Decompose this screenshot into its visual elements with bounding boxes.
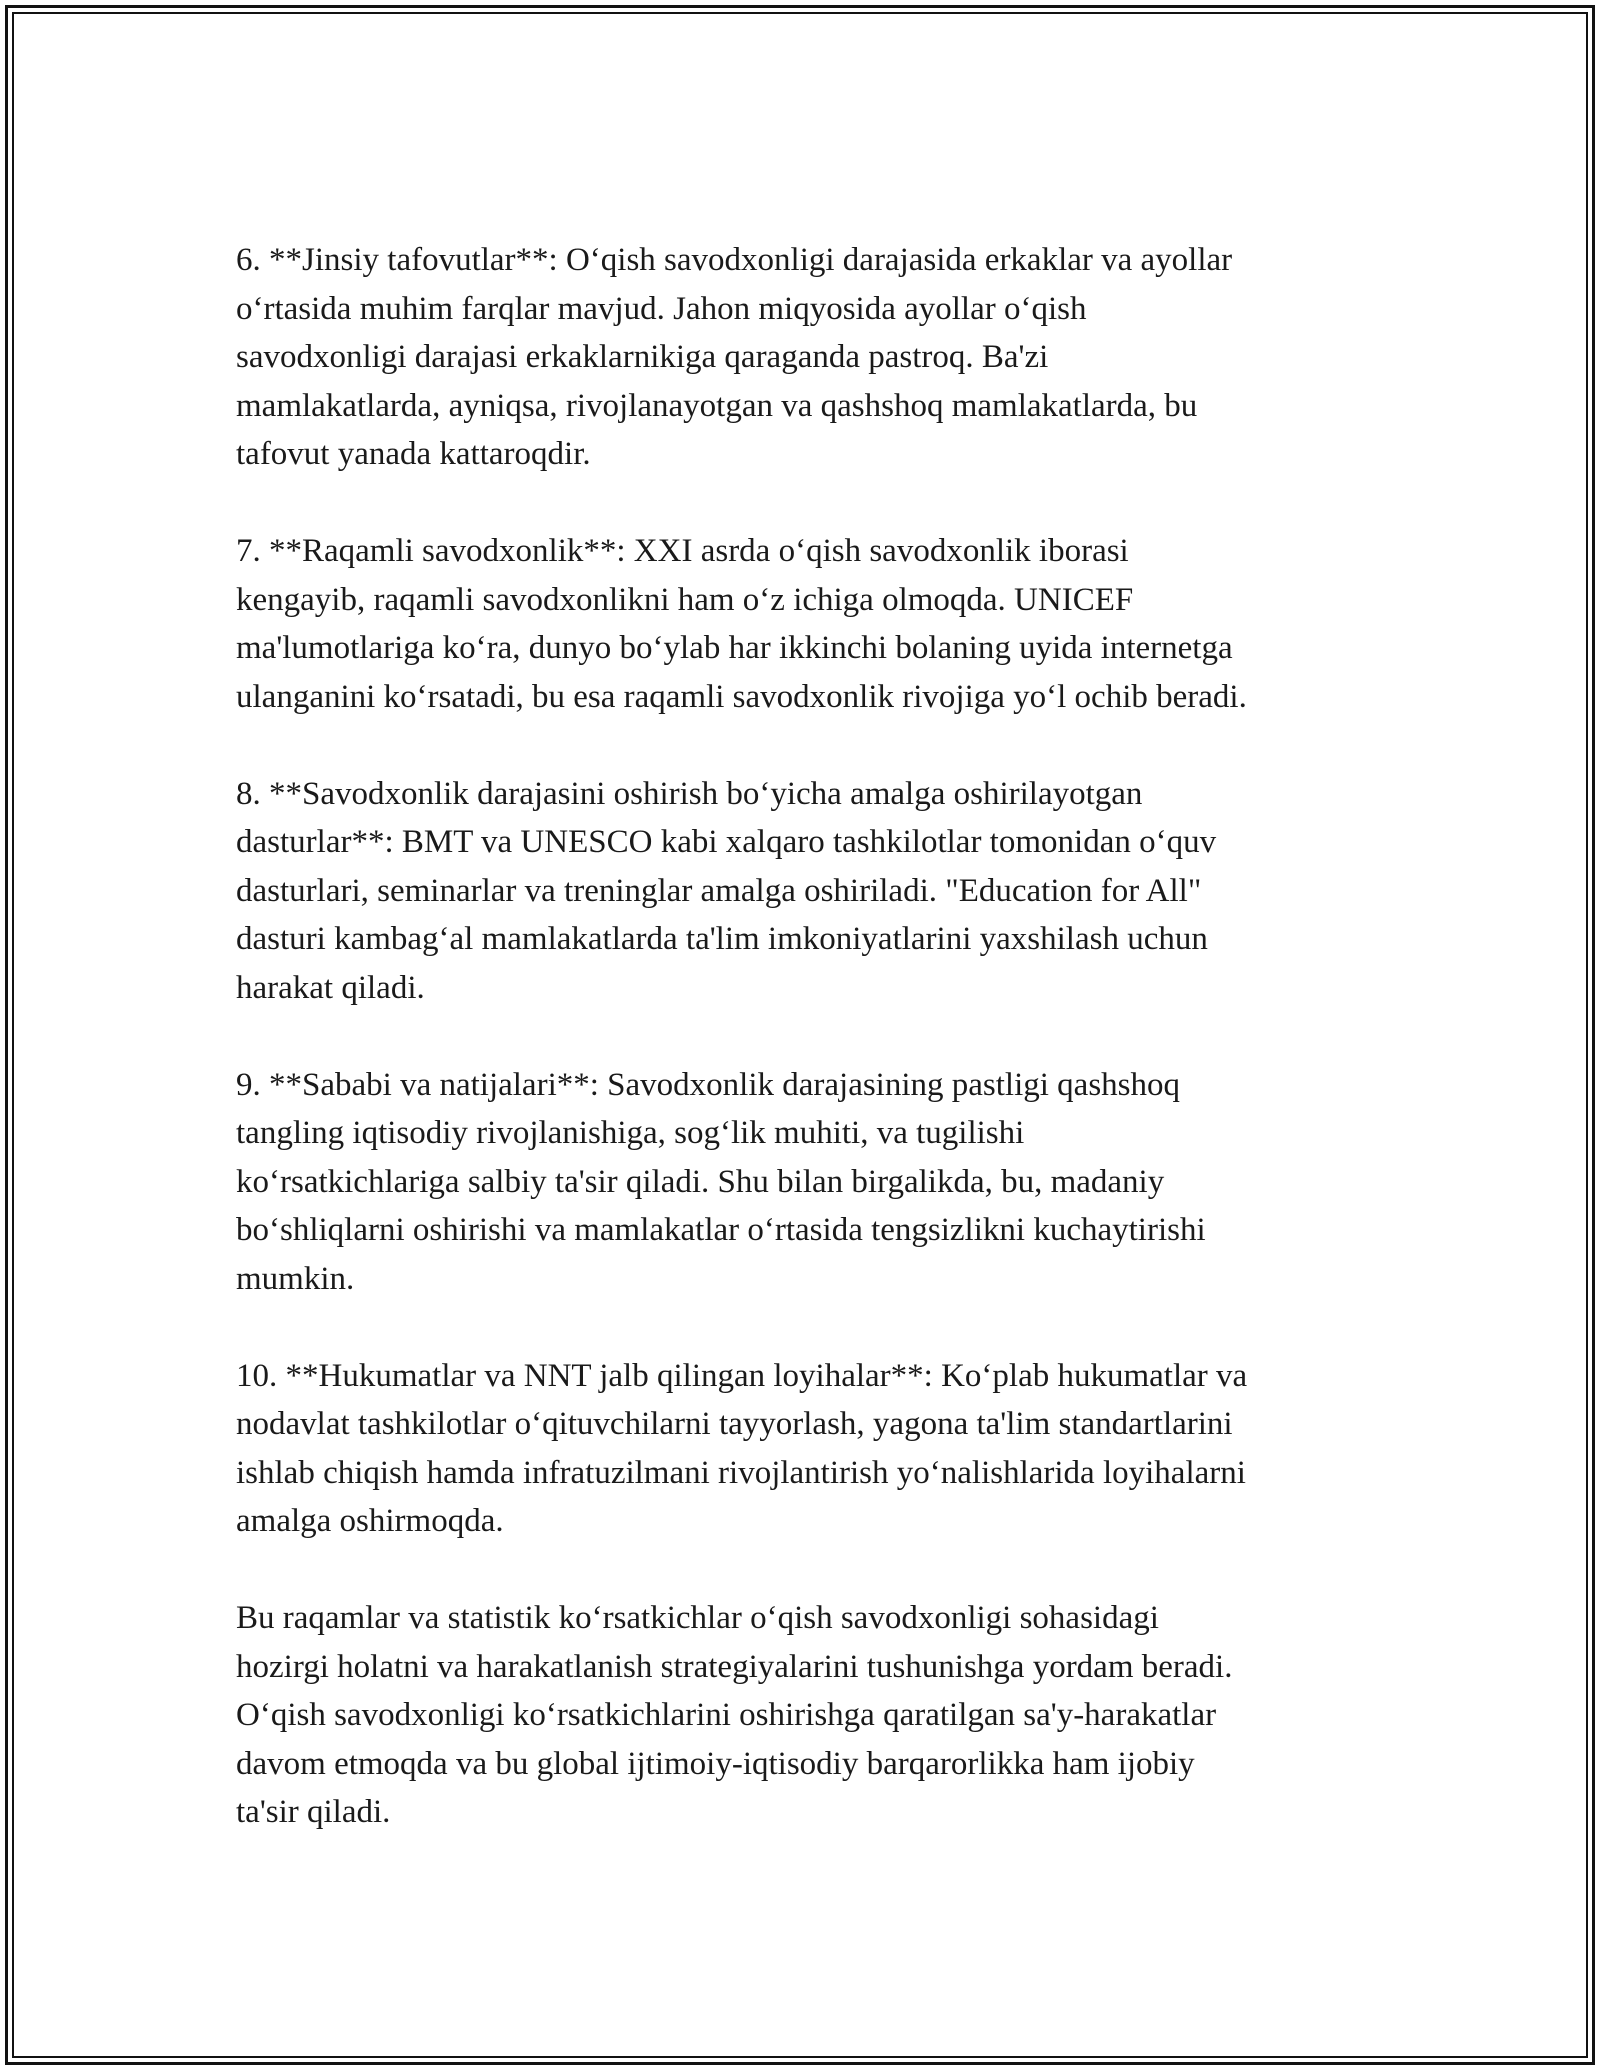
paragraph-gender-differences: 6. **Jinsiy tafovutlar**: O‘qish savodxonligi darajasida erkaklar va ayollar o‘rtasida muhim farqlar mavjud. Jahon miqyosida ayollar o‘qish savodxonligi darajasi erkaklarnikiga qaraganda pastroq. Ba'zi mamlakatlarda, ayniqsa, rivojlanayotgan va qashshoq mamlakatlarda, bu tafovut yanada kattaroqdir. <box>236 242 1233 472</box>
paragraph-digital-literacy: 7. **Raqamli savodxonlik**: XXI asrda o‘qish savodxonlik iborasi kengayib, raqamli savodxonlikni ham o‘z ichiga olmoqda. UNICEF ma'lumotlariga ko‘ra, dunyo bo‘ylab har ikkinchi bolaning uyida internetga ulanganini ko‘rsatadi, bu esa raqamli savodxonlik rivojiga yo‘l ochib beradi. <box>236 533 1247 715</box>
paragraph-causes-and-results: 9. **Sababi va natijalari**: Savodxonlik darajasining pastligi qashshoq tangling iqtisodiy rivojlanishiga, sog‘lik muhiti, va tugilishi ko‘rsatkichlariga salbiy ta'sir qiladi. Shu bilan birgalikda, bu, madaniy bo‘shliqlarni oshirishi va mamlakatlar o‘rtasida tengsizlikni kuchaytirishi mumkin. <box>236 1066 1206 1297</box>
paragraph-literacy-programs: 8. **Savodxonlik darajasini oshirish bo‘yicha amalga oshirilayotgan dasturlar**: BMT va UNESCO kabi xalqaro tashkilotlar tomonidan o‘quv dasturlari, seminarlar va treninglar amalga oshiriladi. "Education for All" dasturi kambag‘al mamlakatlarda ta'lim imkoniyatlarini yaxshilash uchun harakat qiladi. <box>236 775 1217 1006</box>
paragraph-conclusion: Bu raqamlar va statistik ko‘rsatkichlar o‘qish savodxonligi sohasidagi hozirgi holatni va harakatlanish strategiyalarini tushunishga yordam beradi. O‘qish savodxonligi ko‘rsatkichlarini oshirishga qaratilgan sa'y-harakatlar davom etmoqda va bu global ijtimoiy-iqtisodiy barqarorlikka ham ijobiy ta'sir qiladi. <box>236 1600 1233 1830</box>
paragraph-government-ngo-projects: 10. **Hukumatlar va NNT jalb qilingan loyihalar**: Ko‘plab hukumatlar va nodavlat tashkilotlar o‘qituvchilarni tayyorlash, yagona ta'lim standartlarini ishlab chiqish hamda infratuzilmani rivojlantirish yo‘nalishlarida loyihalarni amalga oshirmoqda. <box>236 1357 1248 1539</box>
document-body <box>236 236 1376 1885</box>
